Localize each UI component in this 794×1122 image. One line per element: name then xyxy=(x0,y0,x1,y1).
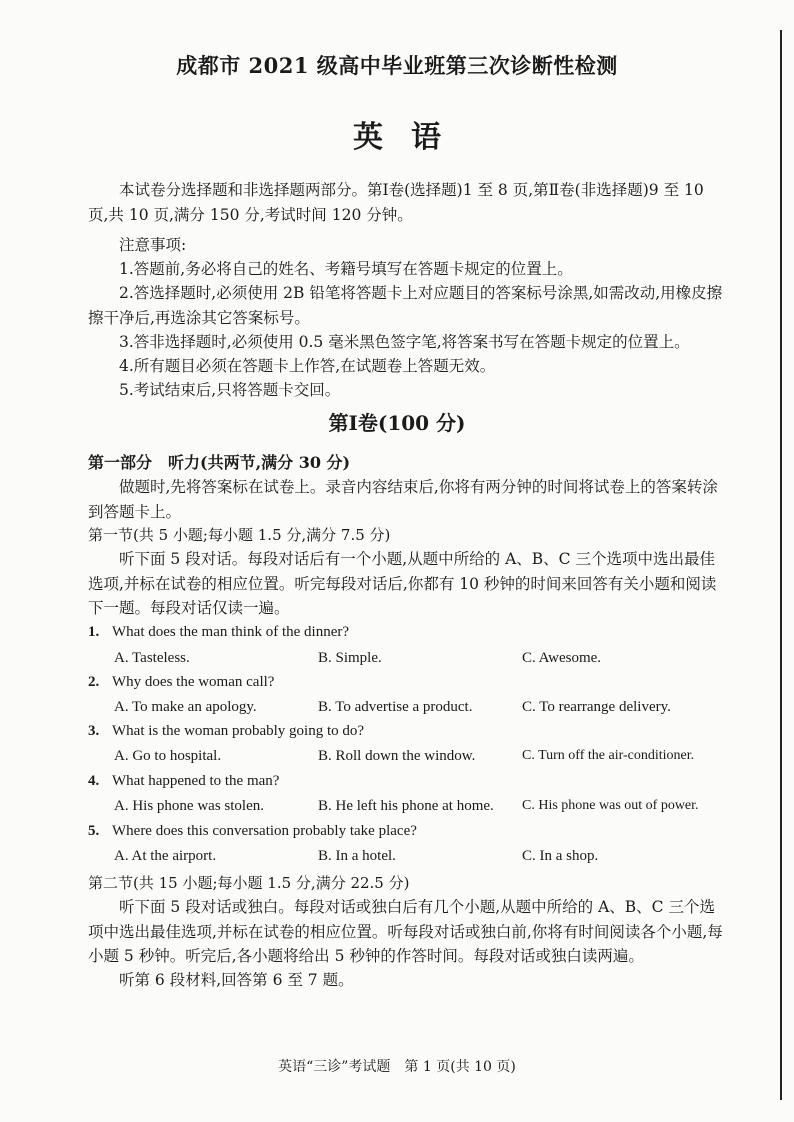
section2-instruction: 听下面 5 段对话或独白。每段对话或独白后有几个小题,从题中所给的 A、B、C 三个选项中选出最佳选项,并标在试卷的相应位置。听每段对话或独白前,你将有时间阅读各个小题,每小题 5 秒钟。听完后,各小题将给出 5 秒钟的作答时间。每段对话或独白读两遍。 xyxy=(88,898,723,965)
page-footer: 英语“三诊”考试题 第 1 页(共 10 页) xyxy=(278,1059,516,1075)
section2-heading: 第二节(共 15 小题;每小题 1.5 分,满分 22.5 分) xyxy=(88,874,410,892)
question-stem xyxy=(88,721,364,741)
section1-instruction: 听下面 5 段对话。每段对话后有一个小题,从题中所给的 A、B、C 三个选项中选出最佳选项,并标在试卷的相应位置。听完每段对话后,你都有 10 秒钟的时间来回答有关小题和阅读下一题。每段对话仅读一遍。 xyxy=(88,550,717,617)
question-text: What happened to the man? xyxy=(112,773,280,789)
question-stem xyxy=(88,672,274,692)
question-number: 3. xyxy=(88,723,100,739)
intro-paragraph: 本试卷分选择题和非选择题两部分。第Ⅰ卷(选择题)1 至 8 页,第Ⅱ卷(非选择题)9 至 10 页,共 10 页,满分 150 分,考试时间 120 分钟。 xyxy=(88,181,704,224)
note-item: 2.答选择题时,必须使用 2B 铅笔将答题卡上对应题目的答案标号涂黑,如需改动,用橡皮擦擦干净后,再选涂其它答案标号。 xyxy=(88,284,723,327)
option-c: C. In a shop. xyxy=(522,848,599,864)
option-c: C. To rearrange delivery. xyxy=(522,699,671,715)
question-number: 2. xyxy=(88,674,100,690)
question-stem xyxy=(88,771,279,791)
option-b: B. Roll down the window. xyxy=(318,748,476,764)
question-text: Why does the woman call? xyxy=(112,674,275,690)
option-a: A. Go to hospital. xyxy=(114,748,222,764)
section1-heading: 第一节(共 5 小题;每小题 1.5 分,满分 7.5 分) xyxy=(88,526,391,544)
option-a: A. To make an apology. xyxy=(114,699,257,715)
subject-title: 英语 xyxy=(353,120,469,155)
note-item: 4.所有题目必须在答题卡上作答,在试题卷上答题无效。 xyxy=(119,357,496,375)
section2-material: 听第 6 段材料,回答第 6 至 7 题。 xyxy=(119,971,354,989)
option-a: A. Tasteless. xyxy=(114,650,190,666)
question-number: 1. xyxy=(88,624,100,640)
option-b: B. Simple. xyxy=(318,650,382,666)
question-stem xyxy=(88,821,417,841)
part1-instruction: 做题时,先将答案标在试卷上。录音内容结束后,你将有两分钟的时间将试卷上的答案转涂到答题卡上。 xyxy=(88,478,718,521)
volume-title: 第Ⅰ卷(100 分) xyxy=(328,411,466,435)
question-number: 4. xyxy=(88,773,100,789)
option-c: C. Turn off the air-conditioner. xyxy=(522,748,695,763)
margin-rule xyxy=(780,30,782,1100)
option-a: A. At the airport. xyxy=(114,848,217,864)
note-item: 3.答非选择题时,必须使用 0.5 毫米黑色签字笔,将答案书写在答题卡规定的位置上。 xyxy=(119,333,690,351)
note-item: 1.答题前,务必将自己的姓名、考籍号填写在答题卡规定的位置上。 xyxy=(119,260,573,278)
question-text: What is the woman probably going to do? xyxy=(112,723,365,739)
part1-heading: 第一部分 听力(共两节,满分 30 分) xyxy=(88,453,351,472)
option-b: B. To advertise a product. xyxy=(318,699,473,715)
question-text: Where does this conversation probably take place? xyxy=(112,823,417,839)
question-stem xyxy=(88,622,349,642)
notes-heading: 注意事项: xyxy=(119,236,187,254)
option-b: B. He left his phone at home. xyxy=(318,798,494,814)
note-item: 5.考试结束后,只将答题卡交回。 xyxy=(119,381,341,399)
question-text: What does the man think of the dinner? xyxy=(112,624,350,640)
option-a: A. His phone was stolen. xyxy=(114,798,264,814)
option-c: C. His phone was out of power. xyxy=(522,798,699,813)
option-b: B. In a hotel. xyxy=(318,848,396,864)
question-number: 5. xyxy=(88,823,100,839)
exam-title: 成都市 2021 级高中毕业班第三次诊断性检测 xyxy=(176,53,618,78)
option-c: C. Awesome. xyxy=(522,650,602,666)
